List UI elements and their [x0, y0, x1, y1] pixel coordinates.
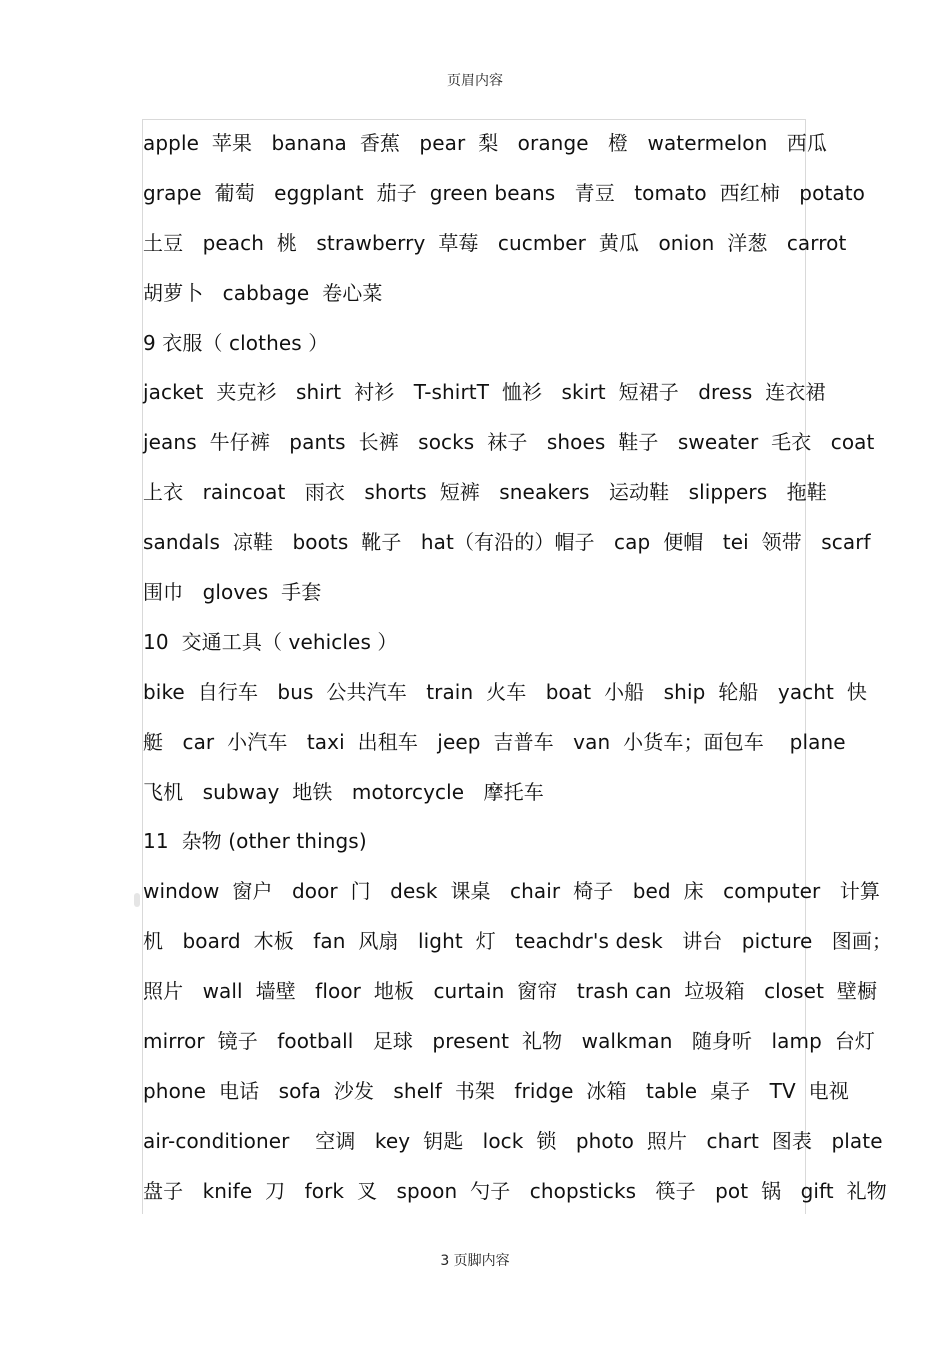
text-line: 艇 car 小汽车 taxi 出租车 jeep 吉普车 van 小货车；面包车 plane — [143, 729, 846, 754]
text-line: jacket 夹克衫 shirt 衬衫 T-shirtT 恤衫 skirt 短裙子 dress 连衣裙 — [143, 380, 826, 405]
text-line: sandals 凉鞋 boots 靴子 hat（有沿的）帽子 cap 便帽 tei 领带 scarf — [143, 530, 871, 555]
text-line: air-conditioner 空调 key 钥匙 lock 锁 photo 照片 chart 图表 plate — [143, 1128, 883, 1153]
page-footer: 3 页脚内容 — [440, 1253, 510, 1269]
text-line: grape 葡萄 eggplant 茄子 green beans 青豆 tomato 西红柿 potato — [143, 180, 866, 205]
text-line: 上衣 raincoat 雨衣 shorts 短裤 sneakers 运动鞋 slippers 拖鞋 — [143, 480, 827, 505]
section-heading-vehicles: 10 交通工具（ vehicles ） — [143, 629, 398, 654]
text-line: 土豆 peach 桃 strawberry 草莓 cucmber 黄瓜 onion 洋葱 carrot — [143, 230, 847, 255]
vocabulary-body — [143, 124, 893, 1222]
text-line: phone 电话 sofa 沙发 shelf 书架 fridge 冰箱 table 桌子 TV 电视 — [143, 1078, 849, 1103]
section-heading-other-things: 11 杂物 (other things) — [143, 829, 367, 854]
text-line: 围巾 gloves 手套 — [143, 580, 322, 605]
page-header: 页眉内容 — [447, 73, 503, 89]
margin-mark — [134, 893, 140, 907]
text-line: window 窗户 door 门 desk 课桌 chair 椅子 bed 床 computer 计算 — [143, 879, 880, 904]
text-line: 机 board 木板 fan 风扇 light 灯 teachdr's desk 讲台 picture 图画； — [143, 929, 893, 954]
text-line: 盘子 knife 刀 fork 叉 spoon 勺子 chopsticks 筷子 pot 锅 gift 礼物 — [143, 1178, 887, 1203]
section-heading-clothes: 9 衣服（ clothes ） — [143, 330, 329, 355]
text-line: 胡萝卜 cabbage 卷心菜 — [143, 280, 383, 305]
text-line: mirror 镜子 football 足球 present 礼物 walkman 随身听 lamp 台灯 — [143, 1029, 876, 1054]
text-line: 飞机 subway 地铁 motorcycle 摩托车 — [143, 779, 544, 804]
text-line: jeans 牛仔裤 pants 长裤 socks 袜子 shoes 鞋子 sweater 毛衣 coat — [143, 430, 875, 455]
text-line: apple 苹果 banana 香蕉 pear 梨 orange 橙 watermelon 西瓜 — [143, 131, 827, 155]
text-line: bike 自行车 bus 公共汽车 train 火车 boat 小船 ship 轮船 yacht 快 — [143, 679, 868, 704]
text-line: 照片 wall 墙壁 floor 地板 curtain 窗帘 trash can 垃圾箱 closet 壁橱 — [143, 979, 878, 1004]
